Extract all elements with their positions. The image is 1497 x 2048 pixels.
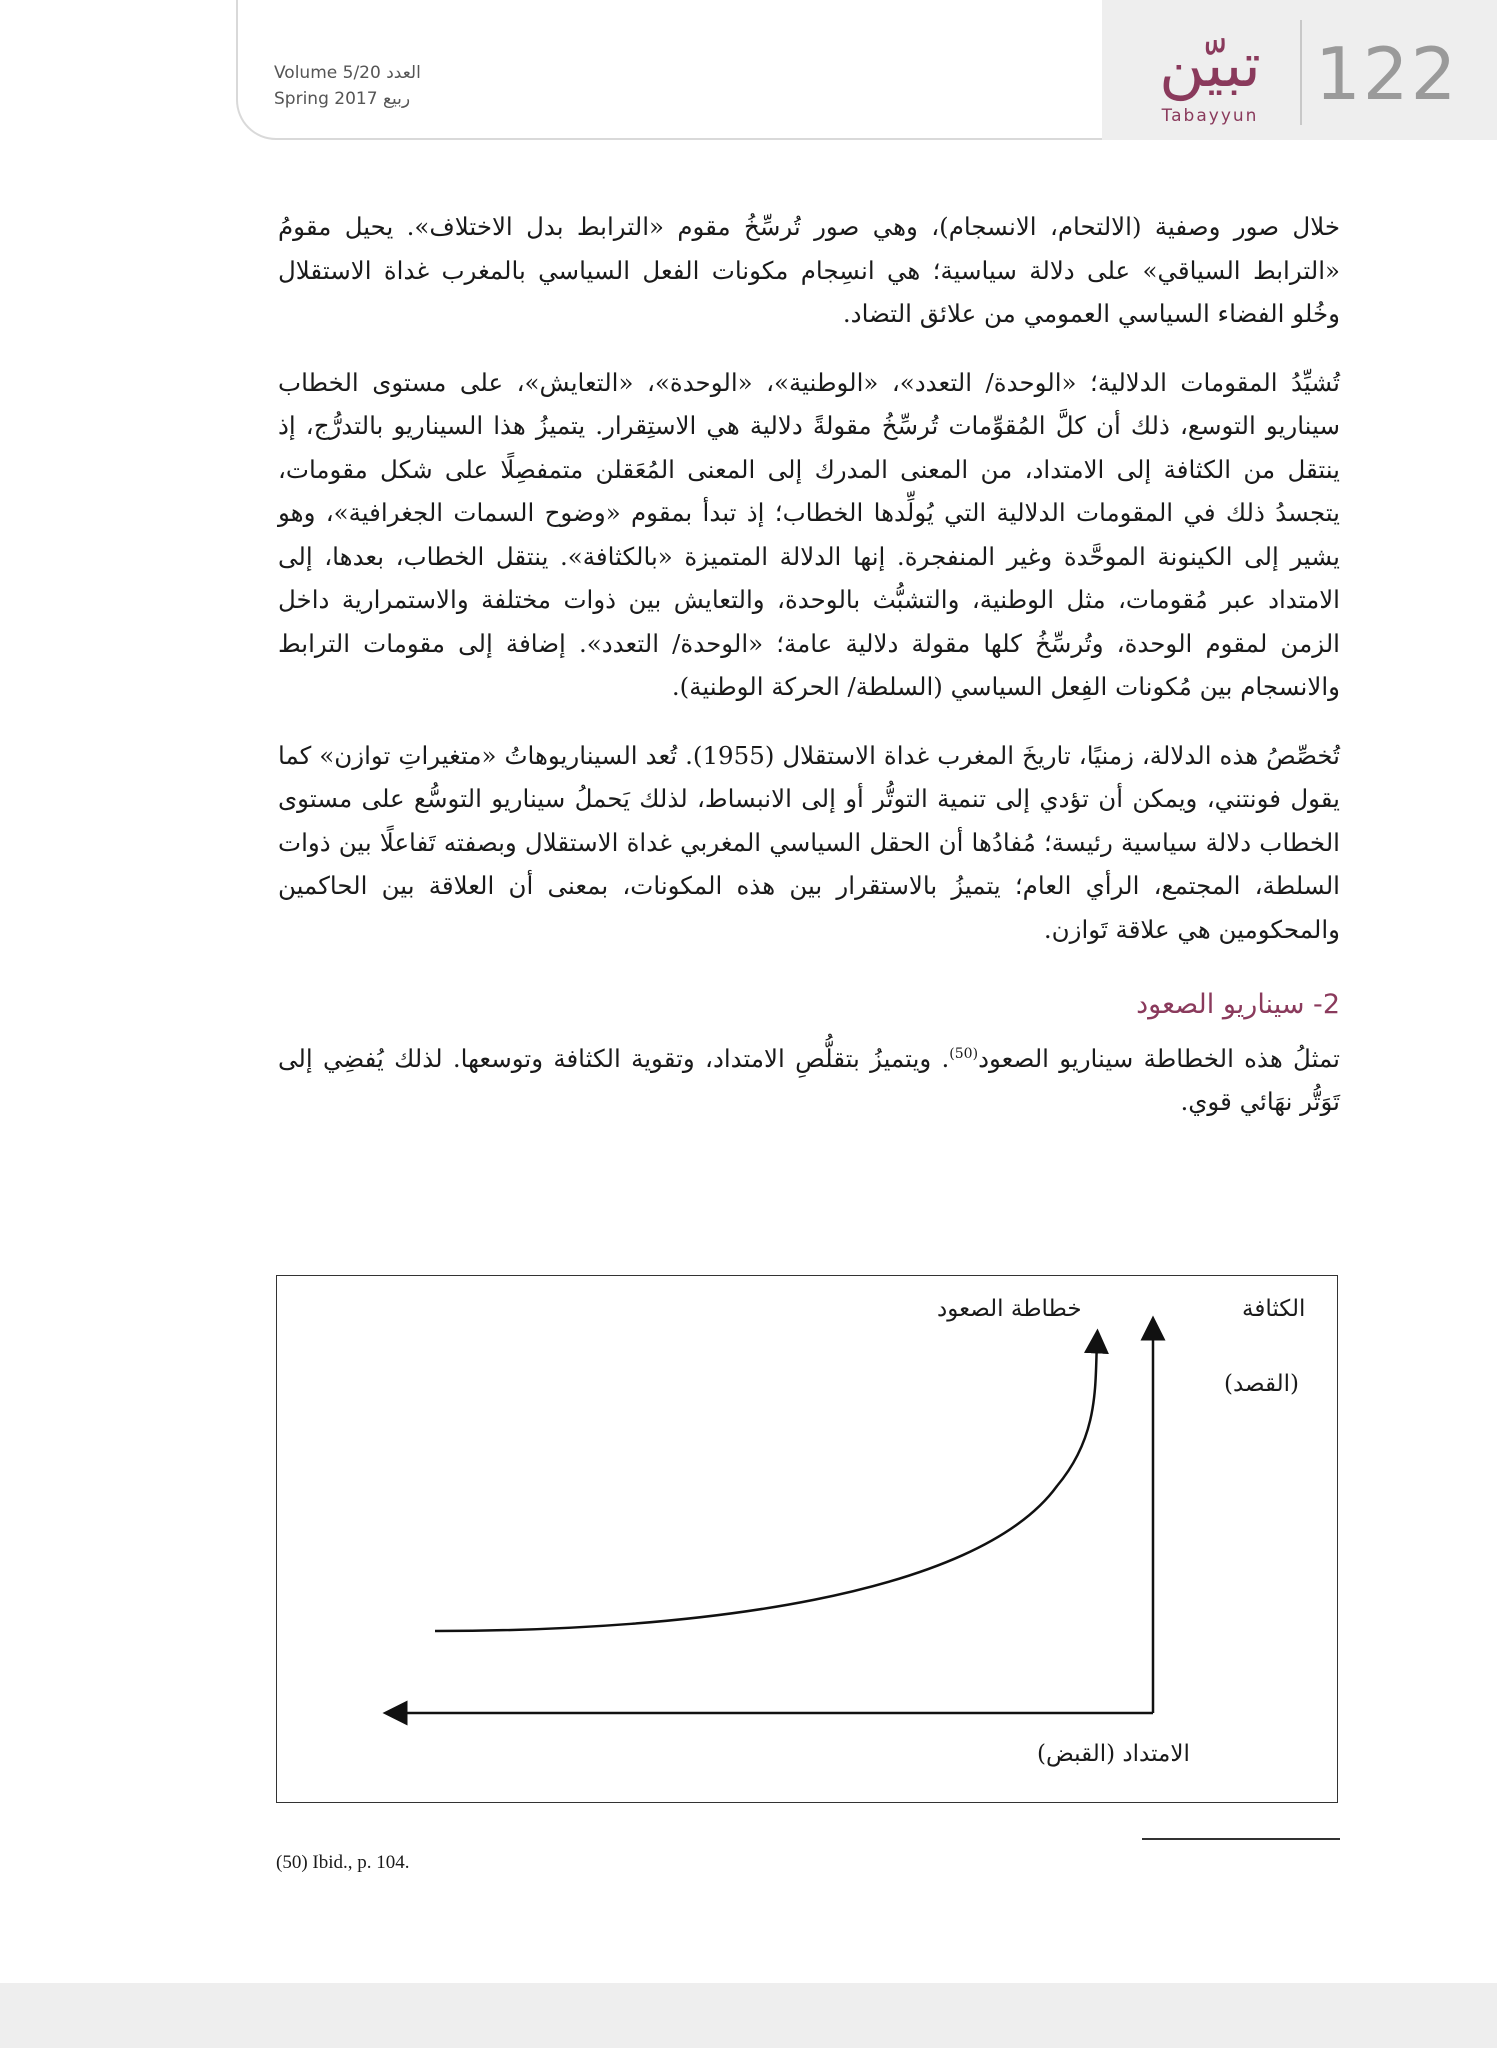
journal-logo-latin: Tabayyun — [1161, 106, 1259, 126]
page-footer-band — [0, 1983, 1497, 2048]
issue-info — [274, 60, 421, 112]
section-paragraph — [278, 1033, 1340, 1124]
footnote-reference[interactable]: (50) — [949, 1045, 979, 1062]
ascent-diagram — [276, 1275, 1338, 1803]
footnote-divider — [1142, 1838, 1340, 1840]
footnote-50: (50) Ibid., p. 104. — [276, 1852, 410, 1873]
ascent-curve — [435, 1341, 1097, 1631]
paragraph: خلال صور وصفية (الالتحام، الانسجام)، وهي صور تُرسِّخُ مقوم «الترابط بدل الاختلاف». يحيل مقومُ «الترابط السياقي» على دلالة سياسية؛ هي انسِجام مكونات الفعل السياسي بالمغرب غداة الاستقلال وخُلو الفضاء السياسي العمومي من علائق التضاد. — [278, 212, 1340, 328]
issue-line: Volume 5/20 العدد — [274, 63, 421, 83]
diagram-canvas — [277, 1276, 1339, 1804]
section-heading: 2- سيناريو الصعود — [1136, 989, 1340, 1020]
x-axis-label: الامتداد (القبض) — [1037, 1741, 1190, 1767]
y-axis-label: الكثافة — [1242, 1296, 1306, 1322]
paragraph: تُشيِّدُ المقومات الدلالية؛ «الوحدة/ التعدد»، «الوطنية»، «الوحدة»، «التعايش»، على مستوى الخطاب سيناريو التوسع، ذلك أن كلَّ المُقوِّمات تُرسِّخُ مقولةً دلالية هي الاستِقرار. يتميزُ هذا السيناريو بالتدرُّج، إذ ينتقل من الكثافة إلى الامتداد، من المعنى المدرك إلى المعنى المُعَقلن متمفصِلًا على شكل مقومات، يتجسدُ ذلك في المقومات الدلالية التي يُولِّدها الخطاب؛ إذ تبدأ بمقوم «وضوح السمات الجغرافية»، وهو يشير إلى الكينونة الموحَّدة وغير المنفجرة. إنها الدلالة المتميزة «بالكثافة». ينتقل الخطاب، بعدها، إلى الامتداد عبر مُقومات، مثل الوطنية، والتشبُّث بالوحدة، والتعايش بين ذوات مختلفة والاستمرارية داخل الزمن لمقوم الوحدة، وتُرسِّخُ كلها مقولة دلالية عامة؛ «الوحدة/ التعدد». إضافة إلى مقومات الترابط والانسجام بين مُكونات الفِعل السياسي (السلطة/ الحركة الوطنية). — [278, 367, 1340, 701]
curve-label: خطاطة الصعود — [937, 1296, 1082, 1322]
journal-logo: تبيّن — [1159, 28, 1261, 101]
article-body — [278, 205, 1340, 1149]
page-number: 122 — [1315, 32, 1459, 116]
section-text-part: . ويتميزُ بتقلُّصِ الامتداد، وتقوية الكثافة وتوسعها. لذلك يُفضِي إلى تَوَتُّر نهَائي قوي. — [278, 1043, 1340, 1117]
y-axis-sublabel: (القصد) — [1224, 1371, 1299, 1397]
paragraph: تُخصِّصُ هذه الدلالة، زمنيًا، تاريخَ المغرب غداة الاستقلال (1955). تُعد السيناريوهاتُ «متغيراتِ توازن» كما يقول فونتني، ويمكن أن تؤدي إلى تنمية التوتُّر أو إلى الانبساط، لذلك يَحملُ سيناريو التوسُّع على مستوى الخطاب دلالة سياسية رئيسة؛ مُفادُها أن الحقل السياسي المغربي غداة الاستقلال وبصفته تَفاعلًا بين ذوات السلطة، المجتمع، الرأي العام؛ يتميزُ بالاستقرار بين هذه المكونات، بمعنى أن العلاقة بين الحاكمين والمحكومين هي علاقة تَوازن. — [278, 740, 1341, 944]
section-text-part: تمثلُ هذه الخطاطة سيناريو الصعود — [978, 1043, 1340, 1073]
header-divider — [1300, 20, 1302, 125]
page-header — [0, 0, 1497, 140]
season-line: Spring 2017 ربيع — [274, 89, 411, 109]
